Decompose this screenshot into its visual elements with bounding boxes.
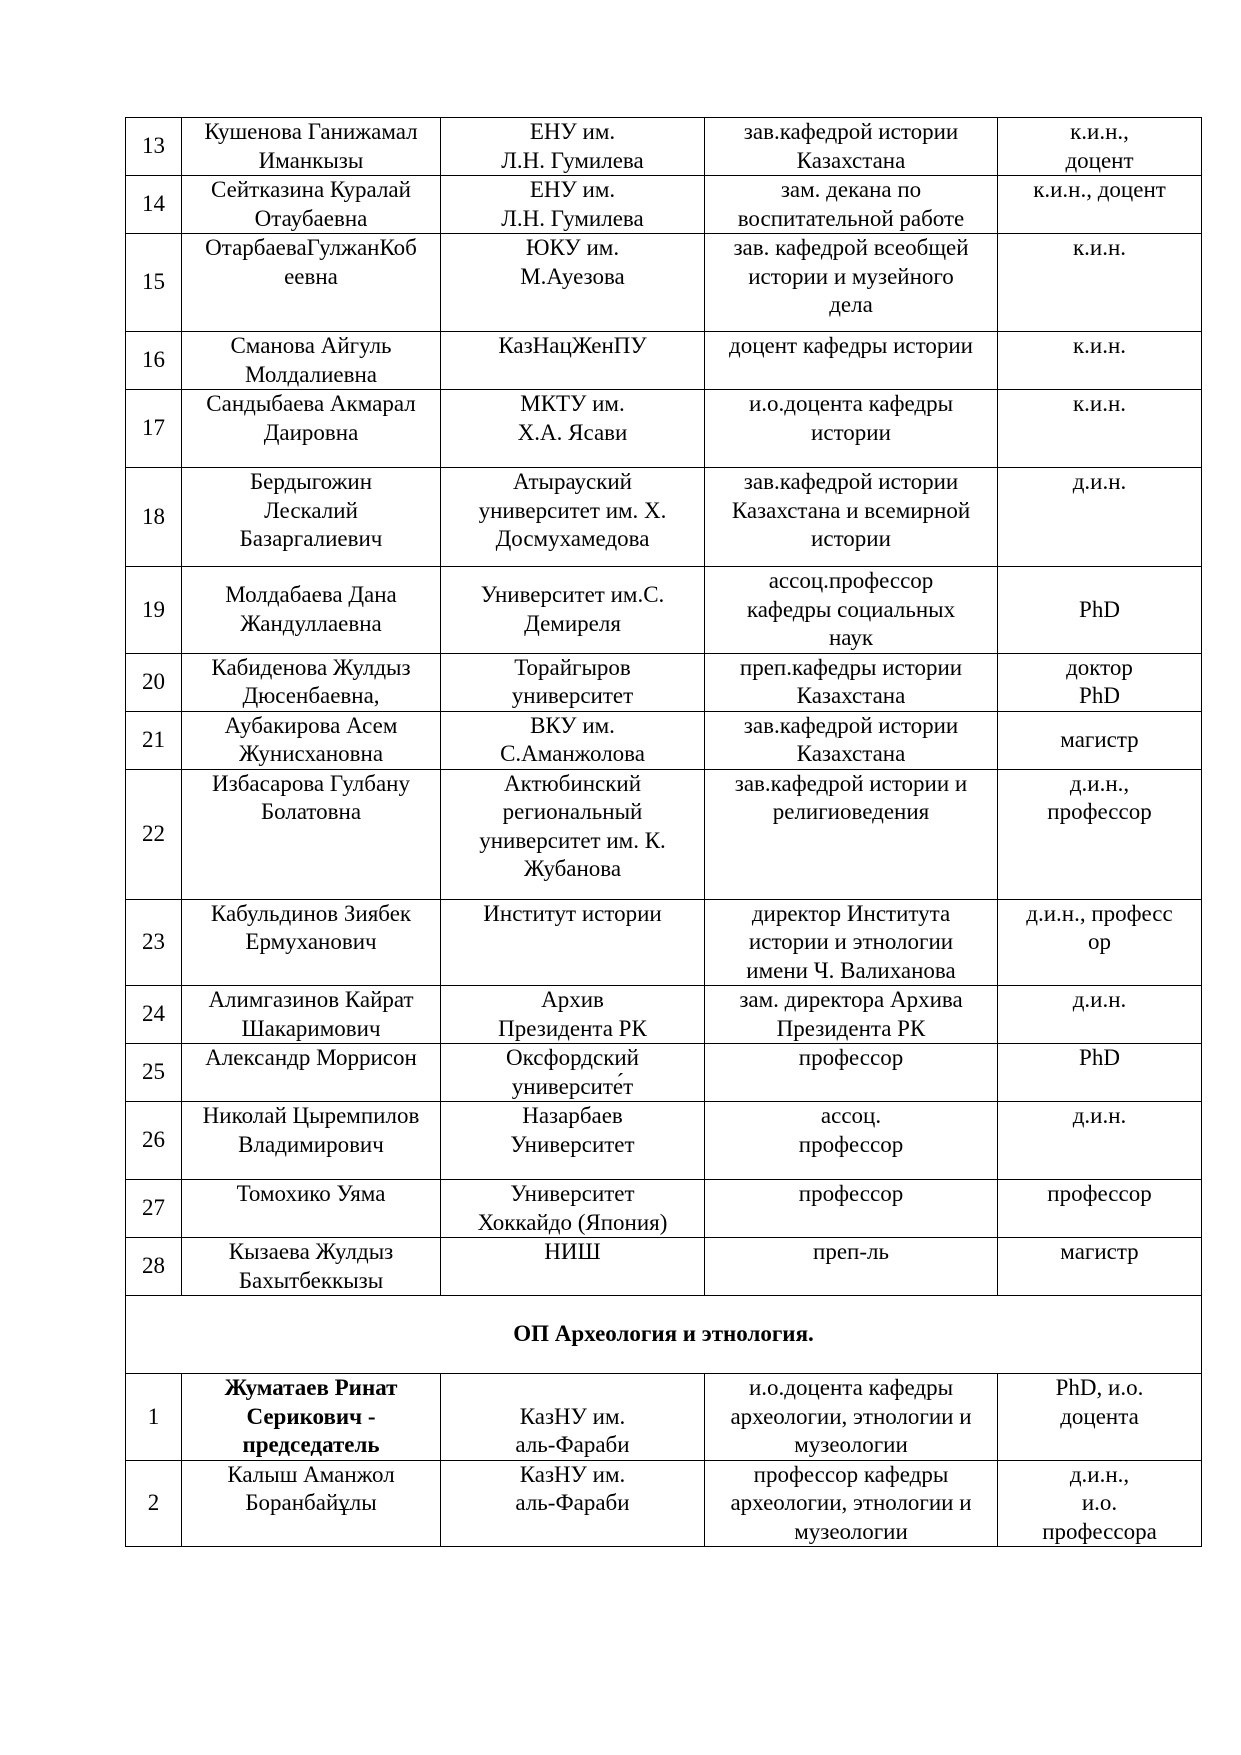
job-position bbox=[705, 118, 998, 176]
person-name bbox=[182, 468, 441, 567]
person-name bbox=[182, 390, 441, 468]
section-title: ОП Археология и этнология. bbox=[126, 1296, 1202, 1374]
cell-line: Президента РК bbox=[498, 1015, 647, 1041]
cell-line: Молдабаева Дана bbox=[225, 582, 397, 608]
cell-line: Сейтказина Куралай bbox=[211, 177, 411, 202]
academic-degree bbox=[998, 468, 1202, 567]
person-name bbox=[182, 653, 441, 711]
cell-line: PhD bbox=[1079, 596, 1120, 622]
organization bbox=[441, 1044, 705, 1102]
cell-line: Николай Цыремпилов bbox=[202, 1103, 420, 1128]
cell-line: Кабульдинов Зиябек bbox=[210, 900, 412, 926]
academic-degree bbox=[998, 1044, 1202, 1102]
cell-line: Жунисхановна bbox=[238, 741, 384, 766]
organization bbox=[441, 986, 705, 1044]
cell-line: Жуматаев Ринат bbox=[224, 1375, 398, 1400]
cell-line: ассоц.профессор bbox=[768, 568, 934, 593]
table-row bbox=[126, 711, 1202, 769]
table-row bbox=[126, 176, 1202, 234]
table-row bbox=[126, 1102, 1202, 1180]
row-number: 23 bbox=[126, 899, 182, 986]
cell-line: д.и.н., bbox=[1069, 770, 1130, 796]
row-number: 27 bbox=[126, 1180, 182, 1238]
cell-line: доцента bbox=[1060, 1403, 1139, 1429]
row-number: 26 bbox=[126, 1102, 182, 1180]
organization bbox=[441, 1102, 705, 1180]
cell-line: археологии, этнологии и bbox=[730, 1490, 972, 1515]
cell-line: Казахстана и всемирной bbox=[731, 497, 971, 523]
cell-line: Архив bbox=[541, 987, 604, 1012]
cell-line: имени Ч. Валиханова bbox=[746, 957, 956, 983]
job-position bbox=[705, 899, 998, 986]
job-position bbox=[705, 567, 998, 654]
cell-line: университет им. Х. bbox=[478, 497, 667, 523]
cell-line: Калыш Аманжол bbox=[227, 1461, 395, 1487]
row-number: 25 bbox=[126, 1044, 182, 1102]
cell-line: истории bbox=[811, 526, 891, 551]
row-number: 21 bbox=[126, 711, 182, 769]
organization bbox=[441, 1374, 705, 1461]
row-number: 14 bbox=[126, 176, 182, 234]
cell-line: Атырауский bbox=[512, 469, 632, 494]
cell-line: Демиреля bbox=[524, 610, 621, 636]
cell-line: д.и.н., bbox=[1069, 1461, 1130, 1487]
cell-line: зав. кафедрой всеобщей bbox=[733, 235, 969, 260]
cell-line: PhD, и.о. bbox=[1055, 1375, 1144, 1400]
cell-line: Институт истории bbox=[483, 900, 662, 926]
person-name bbox=[182, 769, 441, 899]
academic-degree bbox=[998, 390, 1202, 468]
person-name bbox=[182, 332, 441, 390]
staff-table-body bbox=[126, 118, 1202, 1547]
table-row bbox=[126, 1238, 1202, 1296]
organization bbox=[441, 332, 705, 390]
job-position bbox=[705, 234, 998, 332]
row-number: 17 bbox=[126, 390, 182, 468]
row-number: 20 bbox=[126, 653, 182, 711]
cell-line: PhD bbox=[1079, 683, 1120, 708]
person-name bbox=[182, 899, 441, 986]
person-name bbox=[182, 1044, 441, 1102]
cell-line: Кабиденова Жулдыз bbox=[211, 654, 411, 680]
cell-line: Дюсенбаевна, bbox=[242, 683, 380, 708]
cell-line: к.и.н. bbox=[1072, 391, 1127, 416]
cell-line: Казахстана bbox=[796, 147, 906, 173]
cell-line: региональный bbox=[502, 799, 643, 824]
academic-degree bbox=[998, 769, 1202, 899]
person-name bbox=[182, 234, 441, 332]
cell-line: МКТУ им. bbox=[520, 391, 625, 416]
cell-line: к.и.н., bbox=[1070, 119, 1129, 144]
job-position bbox=[705, 711, 998, 769]
organization bbox=[441, 653, 705, 711]
row-number: 15 bbox=[126, 234, 182, 332]
section-row bbox=[126, 1296, 1202, 1374]
cell-line: еевна bbox=[284, 263, 338, 289]
cell-line: Оксфордский bbox=[505, 1045, 639, 1070]
cell-line: магистр bbox=[1060, 1239, 1139, 1264]
cell-line: Университет bbox=[510, 1131, 635, 1157]
row-number: 19 bbox=[126, 567, 182, 654]
cell-line: Сманова Айгуль bbox=[230, 333, 392, 358]
cell-line: археологии, этнологии и bbox=[730, 1403, 972, 1429]
table-row bbox=[126, 986, 1202, 1044]
cell-line: КазНУ им. bbox=[519, 1403, 626, 1429]
academic-degree bbox=[998, 653, 1202, 711]
cell-line: КазНУ им. bbox=[519, 1461, 626, 1487]
organization bbox=[441, 769, 705, 899]
person-name bbox=[182, 1180, 441, 1238]
cell-line: Лескалий bbox=[264, 497, 358, 523]
academic-degree bbox=[998, 1460, 1202, 1547]
cell-line: профессор bbox=[1047, 1181, 1152, 1206]
row-number: 1 bbox=[126, 1374, 182, 1461]
row-number: 2 bbox=[126, 1460, 182, 1547]
row-number: 18 bbox=[126, 468, 182, 567]
cell-line: Жандуллаевна bbox=[240, 610, 382, 636]
person-name bbox=[182, 986, 441, 1044]
academic-degree bbox=[998, 118, 1202, 176]
cell-line: университет им. К. bbox=[479, 827, 666, 853]
table-row bbox=[126, 1460, 1202, 1547]
table-row bbox=[126, 653, 1202, 711]
cell-line: Торайгыров bbox=[514, 654, 631, 680]
job-position bbox=[705, 1374, 998, 1461]
job-position bbox=[705, 986, 998, 1044]
cell-line: Боранбайұлы bbox=[245, 1490, 377, 1515]
cell-line: Иманкызы bbox=[258, 147, 364, 173]
table-row bbox=[126, 1044, 1202, 1102]
cell-line: профессор bbox=[798, 1045, 904, 1070]
organization bbox=[441, 1238, 705, 1296]
cell-line: д.и.н., професс bbox=[1026, 900, 1173, 926]
job-position bbox=[705, 176, 998, 234]
academic-degree bbox=[998, 1180, 1202, 1238]
cell-line: Х.А. Ясави bbox=[517, 419, 628, 445]
cell-line: д.и.н. bbox=[1072, 469, 1127, 494]
job-position bbox=[705, 390, 998, 468]
cell-line: Хоккайдо (Япония) bbox=[477, 1209, 668, 1235]
cell-line: PhD bbox=[1079, 1045, 1120, 1070]
table-row bbox=[126, 390, 1202, 468]
cell-line: Казахстана bbox=[796, 741, 906, 766]
organization bbox=[441, 118, 705, 176]
organization bbox=[441, 468, 705, 567]
academic-degree bbox=[998, 234, 1202, 332]
cell-line: Бахытбеккызы bbox=[238, 1267, 384, 1293]
cell-line: ЮКУ им. bbox=[525, 235, 620, 260]
cell-line: Шакаримович bbox=[241, 1015, 381, 1041]
cell-line: и.о.доцента кафедры bbox=[748, 1375, 954, 1400]
cell-line: Ермуханович bbox=[245, 929, 377, 954]
row-number: 28 bbox=[126, 1238, 182, 1296]
cell-line: профессор bbox=[798, 1181, 904, 1206]
cell-line: к.и.н., доцент bbox=[1033, 177, 1166, 202]
cell-line: ВКУ им. bbox=[530, 712, 615, 738]
table-row bbox=[126, 332, 1202, 390]
cell-line: и.о. bbox=[1081, 1490, 1118, 1515]
person-name bbox=[182, 1102, 441, 1180]
row-number: 16 bbox=[126, 332, 182, 390]
cell-line: доцент bbox=[1065, 147, 1134, 173]
cell-line: С.Аманжолова bbox=[500, 741, 645, 766]
cell-line: профессор bbox=[1047, 799, 1152, 824]
cell-line: ОтарбаеваГулжанКоб bbox=[205, 235, 417, 260]
cell-line: ЕНУ им. bbox=[529, 119, 616, 144]
cell-line: Л.Н. Гумилева bbox=[501, 147, 644, 173]
cell-line: и.о.доцента кафедры bbox=[748, 391, 954, 416]
cell-line: Серикович - bbox=[246, 1403, 376, 1429]
academic-degree bbox=[998, 176, 1202, 234]
cell-line: директор Института bbox=[751, 900, 951, 926]
cell-line: зав.кафедрой истории и bbox=[734, 770, 968, 796]
organization bbox=[441, 711, 705, 769]
academic-degree bbox=[998, 1374, 1202, 1461]
cell-line: Казахстана bbox=[796, 683, 906, 708]
table-row bbox=[126, 567, 1202, 654]
organization bbox=[441, 899, 705, 986]
cell-line: зав.кафедрой истории bbox=[743, 712, 959, 738]
person-name bbox=[182, 1460, 441, 1547]
academic-degree bbox=[998, 567, 1202, 654]
cell-line: зам. директора Архива bbox=[739, 987, 963, 1012]
staff-table bbox=[125, 117, 1202, 1547]
cell-line: университет bbox=[511, 683, 634, 708]
job-position bbox=[705, 1238, 998, 1296]
cell-line: воспитательной работе bbox=[737, 205, 965, 231]
cell-line: доктор bbox=[1066, 654, 1133, 680]
cell-line: Владимирович bbox=[238, 1131, 384, 1157]
person-name bbox=[182, 118, 441, 176]
person-name bbox=[182, 1374, 441, 1461]
cell-line: преп.кафедры истории bbox=[739, 654, 963, 680]
academic-degree bbox=[998, 986, 1202, 1044]
cell-line: председатель bbox=[242, 1432, 380, 1457]
cell-line: ЕНУ им. bbox=[529, 177, 616, 202]
job-position bbox=[705, 653, 998, 711]
cell-line: Университет им.С. bbox=[480, 582, 665, 608]
cell-line: университе́т bbox=[511, 1073, 634, 1099]
cell-line: Алимгазинов Кайрат bbox=[208, 987, 414, 1012]
cell-line: Базаргалиевич bbox=[239, 526, 383, 551]
cell-line: аль-Фараби bbox=[515, 1432, 630, 1457]
table-row bbox=[126, 118, 1202, 176]
organization bbox=[441, 176, 705, 234]
cell-line: кафедры социальных bbox=[746, 596, 956, 622]
cell-line: истории bbox=[811, 419, 891, 445]
cell-line: Избасарова Гулбану bbox=[212, 770, 410, 796]
academic-degree bbox=[998, 711, 1202, 769]
job-position bbox=[705, 1044, 998, 1102]
table-row bbox=[126, 1374, 1202, 1461]
cell-line: М.Ауезова bbox=[520, 263, 625, 289]
cell-line: Даировна bbox=[263, 419, 359, 445]
job-position bbox=[705, 1180, 998, 1238]
cell-line: музеологии bbox=[794, 1432, 908, 1457]
cell-line: д.и.н. bbox=[1072, 987, 1127, 1012]
cell-line: НИШ bbox=[544, 1239, 601, 1264]
cell-line: ассоц. bbox=[820, 1103, 882, 1128]
cell-line: Отаубаевна bbox=[254, 205, 368, 231]
job-position bbox=[705, 1102, 998, 1180]
cell-line: Бердыгожин bbox=[249, 469, 373, 494]
cell-line: Актюбинский bbox=[503, 770, 642, 796]
cell-line: зав.кафедрой истории bbox=[743, 469, 959, 494]
cell-line: зав.кафедрой истории bbox=[743, 119, 959, 144]
table-row bbox=[126, 468, 1202, 567]
row-number: 24 bbox=[126, 986, 182, 1044]
cell-line: д.и.н. bbox=[1072, 1103, 1127, 1128]
organization bbox=[441, 1460, 705, 1547]
cell-line: Болатовна bbox=[260, 799, 362, 824]
academic-degree bbox=[998, 332, 1202, 390]
cell-line: Аубакирова Асем bbox=[224, 712, 398, 738]
cell-line: дела bbox=[829, 292, 873, 317]
cell-line: истории и этнологии bbox=[748, 929, 954, 954]
row-number: 13 bbox=[126, 118, 182, 176]
cell-line: преп-ль bbox=[813, 1239, 889, 1264]
cell-line: Университет bbox=[510, 1181, 635, 1206]
cell-line: музеологии bbox=[794, 1518, 908, 1544]
cell-line: религиоведения bbox=[772, 799, 930, 824]
cell-line: ор bbox=[1088, 929, 1111, 954]
table-row bbox=[126, 234, 1202, 332]
academic-degree bbox=[998, 899, 1202, 986]
cell-line: Александр Моррисон bbox=[205, 1045, 417, 1070]
organization bbox=[441, 1180, 705, 1238]
cell-line: Сандыбаева Акмарал bbox=[206, 391, 416, 416]
table-row bbox=[126, 899, 1202, 986]
cell-line: Кызаева Жулдыз bbox=[228, 1239, 394, 1264]
table-row bbox=[126, 1180, 1202, 1238]
organization bbox=[441, 234, 705, 332]
academic-degree bbox=[998, 1238, 1202, 1296]
cell-line: магистр bbox=[1060, 726, 1139, 752]
cell-line: Жубанова bbox=[523, 856, 622, 881]
person-name bbox=[182, 176, 441, 234]
person-name bbox=[182, 567, 441, 654]
organization bbox=[441, 567, 705, 654]
cell-line: истории и музейного bbox=[748, 263, 954, 289]
cell-line: аль-Фараби bbox=[515, 1490, 630, 1515]
cell-line: зам. декана по bbox=[780, 177, 922, 202]
cell-line: КазНацЖенПУ bbox=[498, 333, 647, 358]
cell-line: к.и.н. bbox=[1072, 235, 1127, 260]
cell-line: Досмухамедова bbox=[495, 526, 650, 551]
job-position bbox=[705, 769, 998, 899]
person-name bbox=[182, 711, 441, 769]
cell-line: наук bbox=[828, 625, 874, 650]
cell-line: Л.Н. Гумилева bbox=[501, 205, 644, 231]
table-row bbox=[126, 769, 1202, 899]
cell-line: Кушенова Ганижамал bbox=[204, 119, 418, 144]
cell-line: профессора bbox=[1042, 1518, 1157, 1544]
cell-line: профессор кафедры bbox=[753, 1461, 949, 1487]
row-number: 22 bbox=[126, 769, 182, 899]
organization bbox=[441, 390, 705, 468]
job-position bbox=[705, 332, 998, 390]
job-position bbox=[705, 1460, 998, 1547]
job-position bbox=[705, 468, 998, 567]
person-name bbox=[182, 1238, 441, 1296]
cell-line: профессор bbox=[798, 1131, 904, 1157]
academic-degree bbox=[998, 1102, 1202, 1180]
cell-line: доцент кафедры истории bbox=[729, 333, 973, 358]
cell-line: Президента РК bbox=[776, 1015, 926, 1041]
cell-line: к.и.н. bbox=[1072, 333, 1127, 358]
cell-line: Томохико Уяма bbox=[236, 1181, 386, 1206]
cell-line: Назарбаев bbox=[522, 1103, 623, 1128]
cell-line: Молдалиевна bbox=[244, 361, 378, 387]
